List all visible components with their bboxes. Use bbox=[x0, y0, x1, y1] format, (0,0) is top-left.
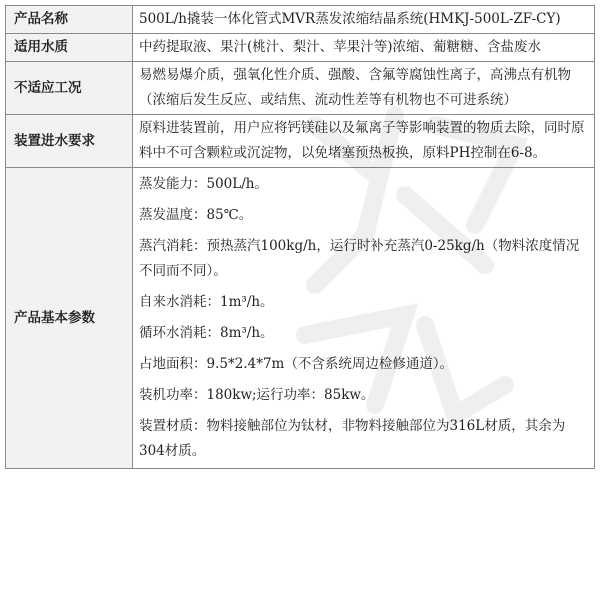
value-product-name bbox=[133, 6, 595, 34]
spec-sheet bbox=[5, 5, 595, 603]
row-feed-requirements bbox=[6, 115, 595, 168]
unsuitable-conditions-text: 易燃易爆介质，强氧化性介质、强酸、含氟等腐蚀性离子，高沸点有机物（浓缩后发生反应、或结焦、流动性差等有机物也不可进系统） bbox=[139, 67, 571, 108]
value-feed-requirements bbox=[133, 115, 595, 168]
label-applicable-water: 适用水质 bbox=[6, 34, 133, 62]
label-product-name: 产品名称 bbox=[6, 6, 133, 34]
label-basic-parameters: 产品基本参数 bbox=[6, 168, 133, 469]
row-unsuitable-conditions bbox=[6, 62, 595, 115]
param-materials: 装置材质：物料接触部位为钛材，非物料接触部位为316L材质，其余为304材质。 bbox=[139, 418, 566, 459]
applicable-water-text: 中药提取液、果汁(桃汁、梨汁、苹果汁等)浓缩、葡糖糖、含盐废水 bbox=[139, 39, 542, 55]
row-basic-parameters bbox=[6, 168, 595, 469]
param-floor-area: 占地面积：9.5*2.4*7m（不含系统周边检修通道）。 bbox=[139, 356, 454, 372]
product-name-text: 500L/h撬装一体化管式MVR蒸发浓缩结晶系统(HMKJ-500L-ZF-CY) bbox=[139, 11, 561, 27]
feed-requirements-text: 原料进装置前，用户应将钙镁硅以及氟离子等影响装置的物质去除，同时原料中不可含颗粒或沉淀物，以免堵塞预热板换，原料PH控制在6-8。 bbox=[139, 120, 585, 161]
value-basic-parameters bbox=[133, 168, 595, 469]
label-unsuitable-conditions: 不适应工况 bbox=[6, 62, 133, 115]
param-steam-consumption: 蒸汽消耗：预热蒸汽100kg/h，运行时补充蒸汽0-25kg/h（物料浓度情况不同而不同）。 bbox=[139, 238, 580, 279]
row-product-name bbox=[6, 6, 595, 34]
row-applicable-water bbox=[6, 34, 595, 62]
value-applicable-water bbox=[133, 34, 595, 62]
label-feed-requirements: 装置进水要求 bbox=[6, 115, 133, 168]
param-evaporation-temperature: 蒸发温度：85℃。 bbox=[139, 207, 253, 223]
value-unsuitable-conditions bbox=[133, 62, 595, 115]
param-circulating-water-consumption: 循环水消耗：8m³/h。 bbox=[139, 325, 274, 341]
param-tap-water-consumption: 自来水消耗：1m³/h。 bbox=[139, 294, 274, 310]
param-evaporation-capacity: 蒸发能力：500L/h。 bbox=[139, 176, 268, 192]
param-power: 装机功率：180kw;运行功率：85kw。 bbox=[139, 387, 375, 403]
spec-table bbox=[5, 5, 595, 469]
